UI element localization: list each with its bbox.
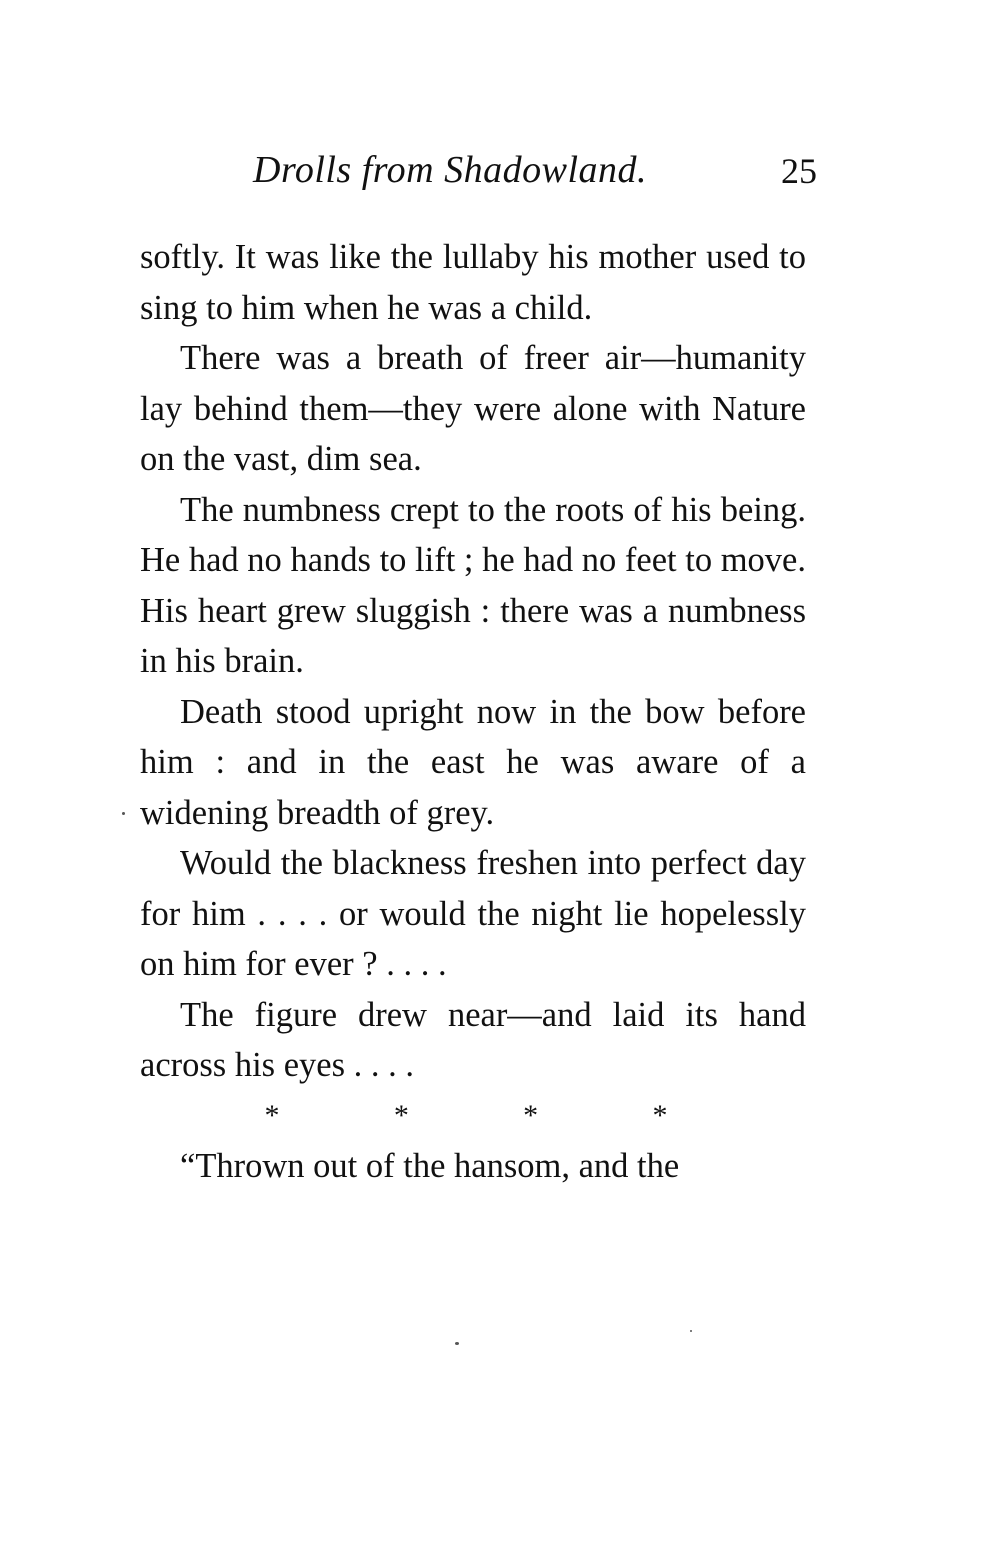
print-speck [455,1342,459,1345]
print-speck [690,1330,692,1332]
asterisk: * [523,1098,539,1132]
asterisk: * [393,1098,409,1132]
paragraph-final: “Thrown out of the hansom, and the [180,1146,680,1185]
body-text [140,232,806,1191]
page-header [140,148,820,198]
asterisk: * [652,1098,668,1132]
section-separator [262,1091,670,1141]
paragraph: Would the blackness freshen into perfect day for him . . . . or would the night lie hopelessly on him for ever ? . . . . [140,844,806,983]
paragraph: Death stood upright now in the bow before him : and in the east he was aware of a widening breadth of grey. [140,692,806,832]
paragraph: There was a breath of freer air—humanity lay behind them—they were alone with Nature on the vast, dim sea. [140,339,806,478]
paragraph-continued: softly. It was like the lullaby his mother used to sing to him when he was a child. [140,238,806,327]
print-speck [122,812,125,815]
asterisk: * [264,1098,280,1132]
paragraph: The numbness crept to the roots of his being. He had no hands to lift ; he had no feet to move. His heart grew sluggish : there was a numbness in his brain. [140,490,806,680]
paragraph: The figure drew near—and laid its hand across his eyes . . . . [140,995,806,1084]
running-title: Drolls from Shadowland. [253,149,648,191]
page-number: 25 [781,151,817,191]
